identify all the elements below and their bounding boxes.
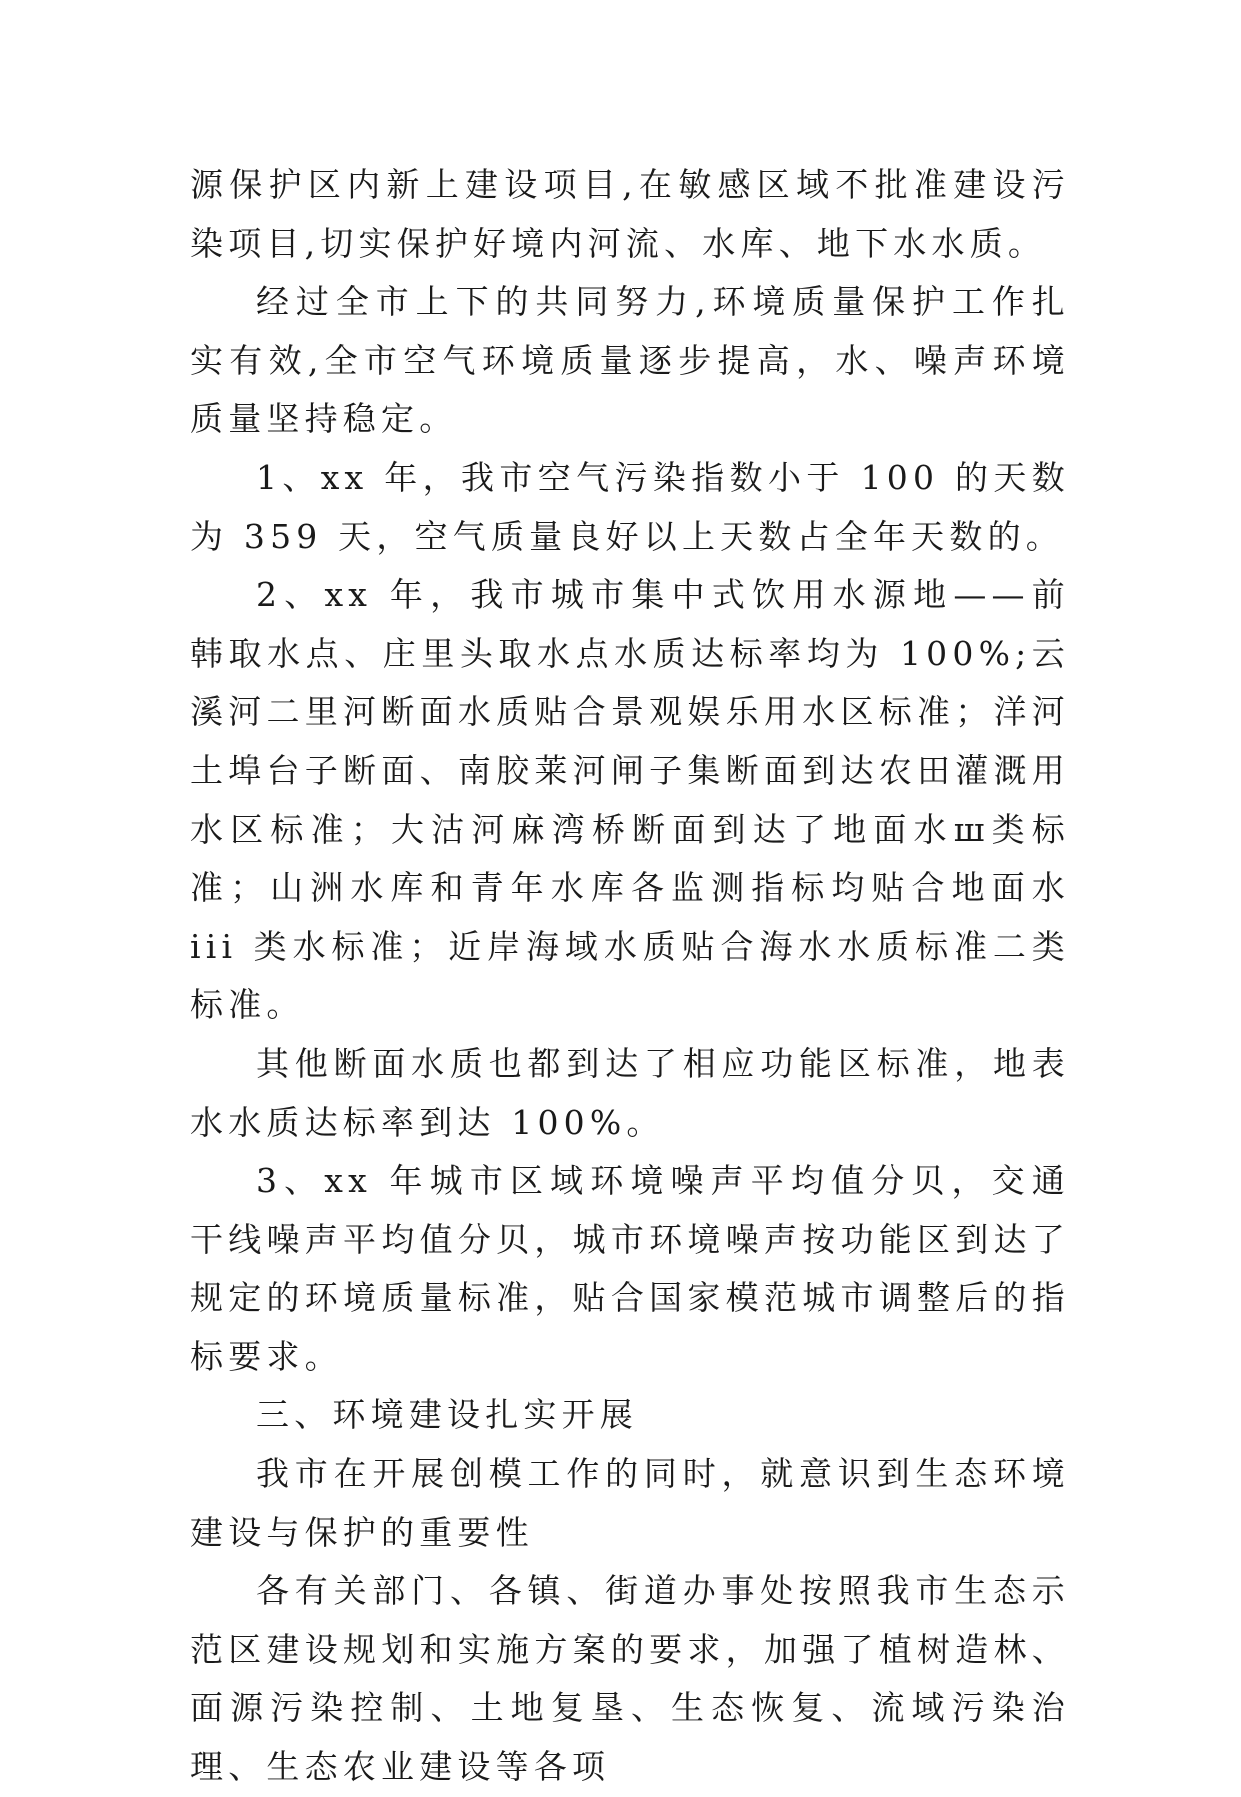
paragraph-overall-effort: 经过全市上下的共同努力,环境质量保护工作扎实有效,全市空气环境质量逐步提高，水、噪声环境质量坚持稳定。 [190,282,1070,439]
section-heading-environment-construction: 三、环境建设扎实开展 [256,1395,638,1435]
paragraph-other-sections: 其他断面水质也都到达了相应功能区标准，地表水水质达标率到达 100%。 [190,1043,1070,1142]
document-body [190,156,1070,1797]
paragraph-continuation: 源保护区内新上建设项目,在敏感区域不批准建设污染项目,切实保护好境内河流、水库、地下水水质。 [190,165,1070,263]
paragraph-ecology-awareness: 我市在开展创模工作的同时，就意识到生态环境建设与保护的重要性 [190,1454,1070,1552]
paragraph-air-quality: 1、xx 年，我市空气污染指数小于 100 的天数为 359 天，空气质量良好以上天数占全年天数的。 [190,457,1070,556]
paragraph-departments-actions: 各有关部门、各镇、街道办事处按照我市生态示范区建设规划和实施方案的要求，加强了植树造林、面源污染控制、土地复垦、生态恢复、流域污染治理、生态农业建设等各项 [190,1571,1070,1787]
paragraph-noise: 3、xx 年城市区域环境噪声平均值分贝，交通干线噪声平均值分贝，城市环境噪声按功能区到达了规定的环境质量标准，贴合国家模范城市调整后的指标要求。 [190,1161,1070,1376]
paragraph-water-quality: 2、xx 年，我市城市集中式饮用水源地——前韩取水点、庄里头取水点水质达标率均为 100%;云溪河二里河断面水质贴合景观娱乐用水区标准；洋河土埠台子断面、南胶莱河闸子集断面到达农田灌溉用水区标准；大沽河麻湾桥断面到达了地面水ш类标准；山洲水库和青年水库各监测指标均贴合地面水 iii 类水标准；近岸海域水质贴合海水水质标准二类标准。 [190,575,1070,1025]
